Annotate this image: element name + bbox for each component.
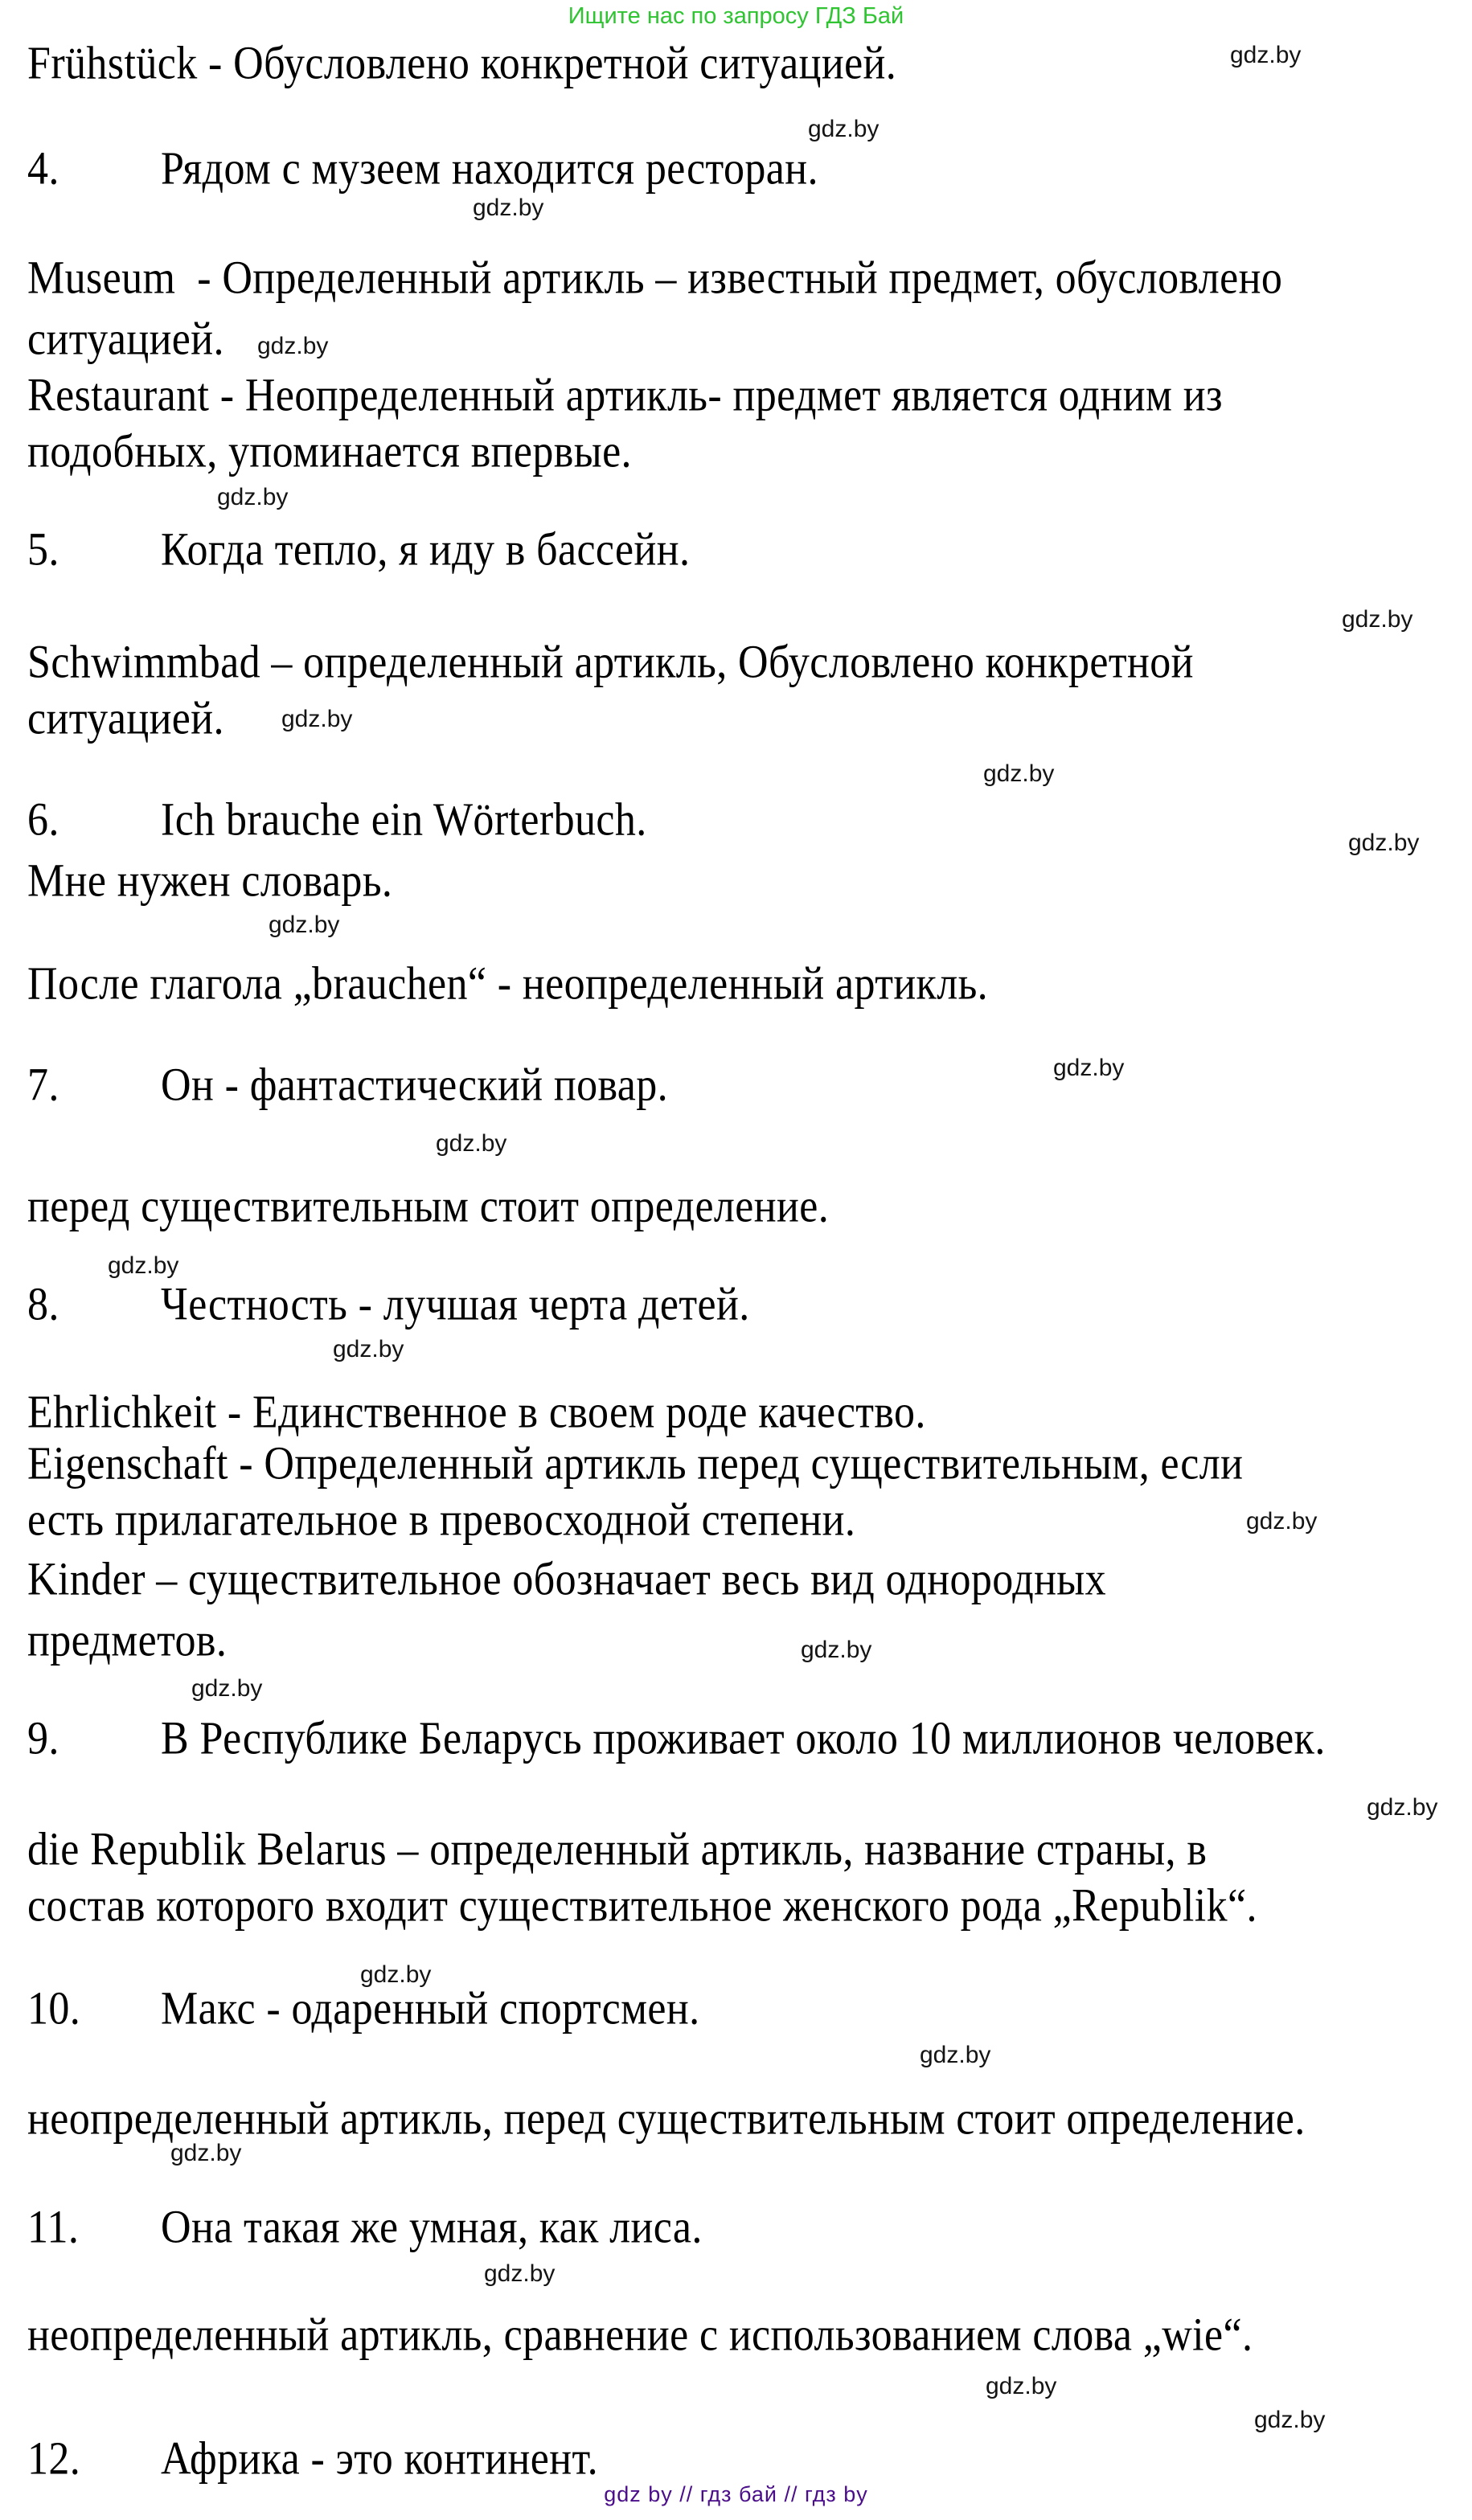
item-text: Когда тепло, я иду в бассейн. bbox=[161, 524, 691, 576]
gdz-watermark: gdz.by bbox=[436, 1130, 507, 1157]
doc-line: Kinder – существительное обозначает весь вид однородных bbox=[27, 1554, 1107, 1605]
doc-line: неопределенный артикль, сравнение с использованием слова „wie“. bbox=[27, 2309, 1253, 2361]
item-number: 8. bbox=[27, 1279, 59, 1330]
gdz-watermark: gdz.by bbox=[1230, 42, 1302, 68]
gdz-watermark: gdz.by bbox=[281, 706, 353, 732]
doc-line: Ehrlichkeit - Единственное в своем роде качество. bbox=[27, 1387, 926, 1438]
gdz-watermark: gdz.by bbox=[484, 2260, 556, 2287]
doc-line bbox=[27, 793, 647, 847]
gdz-watermark: gdz.by bbox=[108, 1252, 179, 1279]
doc-line bbox=[27, 1982, 700, 2036]
gdz-watermark: gdz.by bbox=[920, 2042, 991, 2068]
doc-line bbox=[27, 1712, 1326, 1766]
doc-line: die Republik Belarus – определенный артикль, название страны, в bbox=[27, 1824, 1208, 1875]
gdz-watermark: gdz.by bbox=[808, 116, 880, 142]
gdz-watermark: gdz.by bbox=[986, 2373, 1057, 2399]
doc-line: Eigenschaft - Определенный артикль перед существительным, если bbox=[27, 1438, 1244, 1489]
doc-line: состав которого входит существительное женского рода „Republik“. bbox=[27, 1880, 1257, 1932]
gdz-watermark: gdz.by bbox=[257, 333, 329, 359]
item-text: Честность - лучшая черта детей. bbox=[161, 1279, 750, 1330]
item-text: Она такая же умная, как лиса. bbox=[161, 2202, 703, 2253]
item-number: 4. bbox=[27, 143, 59, 195]
doc-line bbox=[27, 1278, 750, 1332]
doc-line bbox=[27, 1059, 668, 1112]
doc-line: Frühstück - Обусловлено конкретной ситуацией. bbox=[27, 38, 897, 89]
doc-line bbox=[27, 142, 818, 196]
item-number: 7. bbox=[27, 1059, 59, 1111]
gdz-watermark: gdz.by bbox=[801, 1637, 872, 1663]
item-number: 11. bbox=[27, 2202, 80, 2253]
doc-line: После глагола „brauchen“ - неопределенный артикль. bbox=[27, 958, 989, 1010]
item-text: Рядом с музеем находится ресторан. bbox=[161, 143, 818, 195]
item-number: 5. bbox=[27, 524, 59, 576]
gdz-watermark: gdz.by bbox=[1348, 830, 1420, 856]
item-number: 10. bbox=[27, 1983, 81, 2034]
gdz-watermark: gdz.by bbox=[333, 1336, 404, 1362]
doc-line: Мне нужен словарь. bbox=[27, 855, 393, 907]
promo-banner: Ищите нас по запросу ГДЗ Бай bbox=[568, 3, 904, 29]
doc-line: ситуацией. bbox=[27, 693, 224, 744]
item-text: Макс - одаренный спортсмен. bbox=[161, 1983, 700, 2034]
item-number: 6. bbox=[27, 794, 59, 846]
doc-line: перед существительным стоит определение. bbox=[27, 1181, 830, 1232]
gdz-watermark: gdz.by bbox=[170, 2140, 242, 2166]
gdz-watermark: gdz.by bbox=[360, 1961, 432, 1988]
gdz-watermark: gdz.by bbox=[269, 912, 340, 938]
item-text: В Республике Беларусь проживает около 10 миллионов человек. bbox=[161, 1713, 1326, 1764]
doc-line: Restaurant - Неопределенный артикль- предмет является одним из bbox=[27, 370, 1223, 421]
gdz-watermark: gdz.by bbox=[473, 195, 544, 221]
doc-line bbox=[27, 523, 690, 577]
doc-line: подобных, упоминается впервые. bbox=[27, 426, 632, 477]
gdz-watermark: gdz.by bbox=[191, 1675, 263, 1702]
doc-line bbox=[27, 2432, 598, 2486]
doc-line: ситуацией. bbox=[27, 313, 224, 365]
item-text: Ich brauche ein Wörterbuch. bbox=[161, 794, 647, 846]
item-text: Он - фантастический повар. bbox=[161, 1059, 669, 1111]
gdz-watermark: gdz.by bbox=[1342, 606, 1413, 633]
item-text: Африка - это континент. bbox=[161, 2433, 599, 2485]
doc-line bbox=[27, 2201, 703, 2255]
doc-line: Schwimmbad – определенный артикль, Обусловлено конкретной bbox=[27, 637, 1194, 688]
doc-line: есть прилагательное в превосходной степени. bbox=[27, 1494, 856, 1546]
gdz-watermark: gdz.by bbox=[1367, 1794, 1438, 1821]
gdz-watermark: gdz.by bbox=[1246, 1508, 1318, 1535]
site-footer: gdz by // гдз бай // гдз by bbox=[604, 2482, 868, 2506]
gdz-watermark: gdz.by bbox=[1254, 2407, 1326, 2433]
item-number: 12. bbox=[27, 2433, 81, 2485]
doc-line: неопределенный артикль, перед существительным стоит определение. bbox=[27, 2093, 1306, 2145]
doc-line: Museum - Определенный артикль – известный предмет, обусловлено bbox=[27, 252, 1283, 304]
doc-line: предметов. bbox=[27, 1615, 228, 1666]
gdz-watermark: gdz.by bbox=[983, 760, 1055, 787]
gdz-watermark: gdz.by bbox=[217, 484, 289, 510]
gdz-watermark: gdz.by bbox=[1053, 1055, 1125, 1081]
item-number: 9. bbox=[27, 1713, 59, 1764]
